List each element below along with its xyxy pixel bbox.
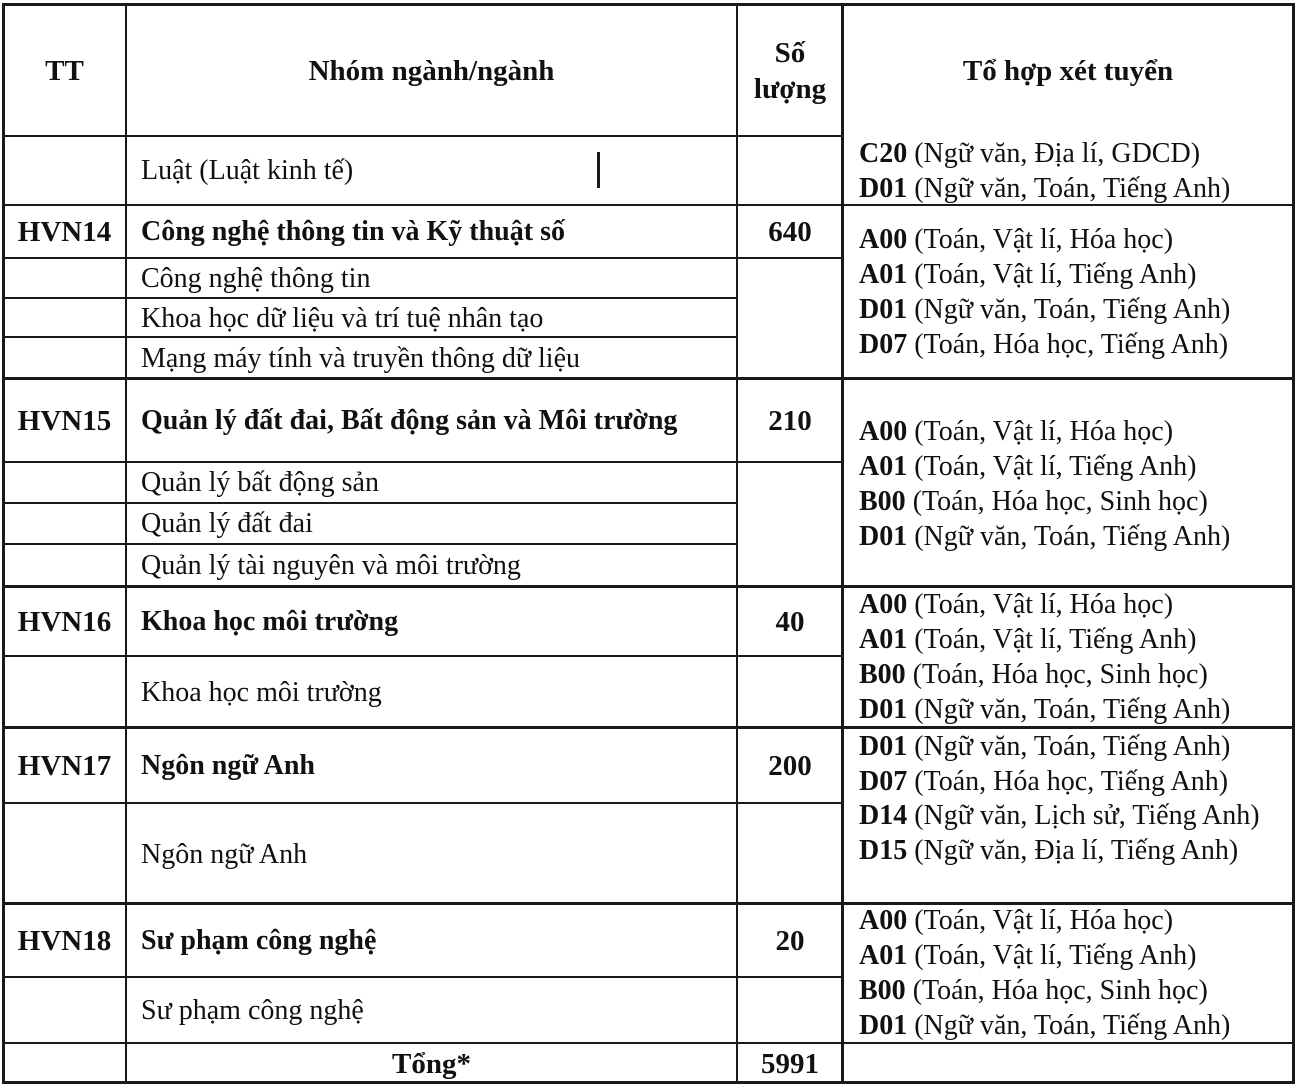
- group-code: HVN16: [17, 606, 112, 638]
- row-line: [2, 377, 1295, 380]
- group-name: Ngôn ngữ Anh: [141, 750, 315, 781]
- combo-item: C20 (Ngữ văn, Địa lí, GDCD): [859, 138, 1201, 169]
- group-quantity: 210: [768, 405, 812, 437]
- column-divider-3: [841, 3, 844, 1083]
- row-line: [2, 976, 843, 978]
- combo-item: D01 (Ngữ văn, Toán, Tiếng Anh): [859, 173, 1231, 204]
- header-qty-line2: lượng: [753, 73, 827, 105]
- header-combo: Tổ hợp xét tuyển: [962, 55, 1174, 87]
- combo-item: A00 (Toán, Vật lí, Hóa học): [859, 416, 1174, 447]
- combo-item: D15 (Ngữ văn, Địa lí, Tiếng Anh): [859, 835, 1239, 866]
- combo-list: [859, 729, 1291, 868]
- row-line: [2, 655, 843, 657]
- group-quantity: 200: [768, 750, 812, 782]
- group-code: HVN17: [17, 750, 112, 782]
- combo-item: A01 (Toán, Vật lí, Tiếng Anh): [859, 259, 1197, 290]
- table-border-right: [1292, 3, 1295, 1083]
- combo-item: A00 (Toán, Vật lí, Hóa học): [859, 589, 1174, 620]
- combo-item: D01 (Ngữ văn, Toán, Tiếng Anh): [859, 521, 1231, 552]
- combo-item: A01 (Toán, Vật lí, Tiếng Anh): [859, 451, 1197, 482]
- major-name: Luật (Luật kinh tế): [141, 155, 354, 186]
- combo-item: B00 (Toán, Hóa học, Sinh học): [859, 975, 1208, 1006]
- group-name: Khoa học môi trường: [141, 606, 399, 637]
- major-name: Khoa học dữ liệu và trí tuệ nhân tạo: [141, 303, 544, 334]
- combo-item: B00 (Toán, Hóa học, Sinh học): [859, 659, 1208, 690]
- combo-item: D14 (Ngữ văn, Lịch sử, Tiếng Anh): [859, 800, 1260, 831]
- combo-item: D01 (Ngữ văn, Toán, Tiếng Anh): [859, 294, 1231, 325]
- combo-list: [859, 222, 1291, 362]
- major-name: Mạng máy tính và truyền thông dữ liệu: [141, 343, 580, 374]
- table-border-top: [2, 3, 1295, 6]
- table-border-bottom: [2, 1081, 1295, 1084]
- text-cursor: [597, 152, 600, 188]
- major-name: Quản lý đất đai: [141, 508, 313, 539]
- total-label: Tổng*: [392, 1048, 471, 1080]
- row-line: [2, 543, 737, 545]
- combo-item: D01 (Ngữ văn, Toán, Tiếng Anh): [859, 1010, 1231, 1041]
- group-name: Quản lý đất đai, Bất động sản và Môi trường: [141, 405, 678, 436]
- header-bottom-line: [2, 135, 843, 137]
- header-tt: TT: [45, 55, 84, 87]
- major-name: Quản lý tài nguyên và môi trường: [141, 550, 521, 581]
- combo-list: [859, 136, 1291, 206]
- major-name: Khoa học môi trường: [141, 677, 382, 708]
- combo-item: D07 (Toán, Hóa học, Tiếng Anh): [859, 329, 1229, 360]
- row-line: [2, 502, 737, 504]
- row-line: [2, 257, 843, 259]
- row-line: [2, 802, 843, 804]
- group-name: Sư phạm công nghệ: [141, 925, 377, 956]
- group-code: HVN18: [17, 925, 112, 957]
- group-name: Công nghệ thông tin và Kỹ thuật số: [141, 216, 565, 247]
- combo-item: A00 (Toán, Vật lí, Hóa học): [859, 224, 1174, 255]
- major-name: Công nghệ thông tin: [141, 263, 371, 294]
- group-quantity: 640: [768, 216, 812, 248]
- group-code: HVN14: [17, 216, 112, 248]
- combo-item: A00 (Toán, Vật lí, Hóa học): [859, 905, 1174, 936]
- combo-item: D01 (Ngữ văn, Toán, Tiếng Anh): [859, 694, 1231, 725]
- combo-item: D07 (Toán, Hóa học, Tiếng Anh): [859, 766, 1229, 797]
- major-name: Sư phạm công nghệ: [141, 995, 364, 1026]
- combo-item: A01 (Toán, Vật lí, Tiếng Anh): [859, 940, 1197, 971]
- combo-list: [859, 414, 1291, 554]
- combo-list: [859, 903, 1291, 1043]
- header-qty-line1: Số: [774, 37, 806, 69]
- group-quantity: 40: [775, 606, 805, 638]
- row-line: [2, 461, 843, 463]
- header-name: Nhóm ngành/ngành: [308, 55, 555, 87]
- group-code: HVN15: [17, 405, 112, 437]
- combo-item: B00 (Toán, Hóa học, Sinh học): [859, 486, 1208, 517]
- combo-item: D01 (Ngữ văn, Toán, Tiếng Anh): [859, 731, 1231, 762]
- major-name: Quản lý bất động sản: [141, 467, 379, 498]
- major-name: Ngôn ngữ Anh: [141, 839, 308, 870]
- combo-item: A01 (Toán, Vật lí, Tiếng Anh): [859, 624, 1197, 655]
- total-quantity: 5991: [761, 1048, 819, 1080]
- row-line: [2, 336, 737, 338]
- group-quantity: 20: [775, 925, 805, 957]
- row-line: [2, 297, 737, 299]
- combo-list: [859, 587, 1291, 727]
